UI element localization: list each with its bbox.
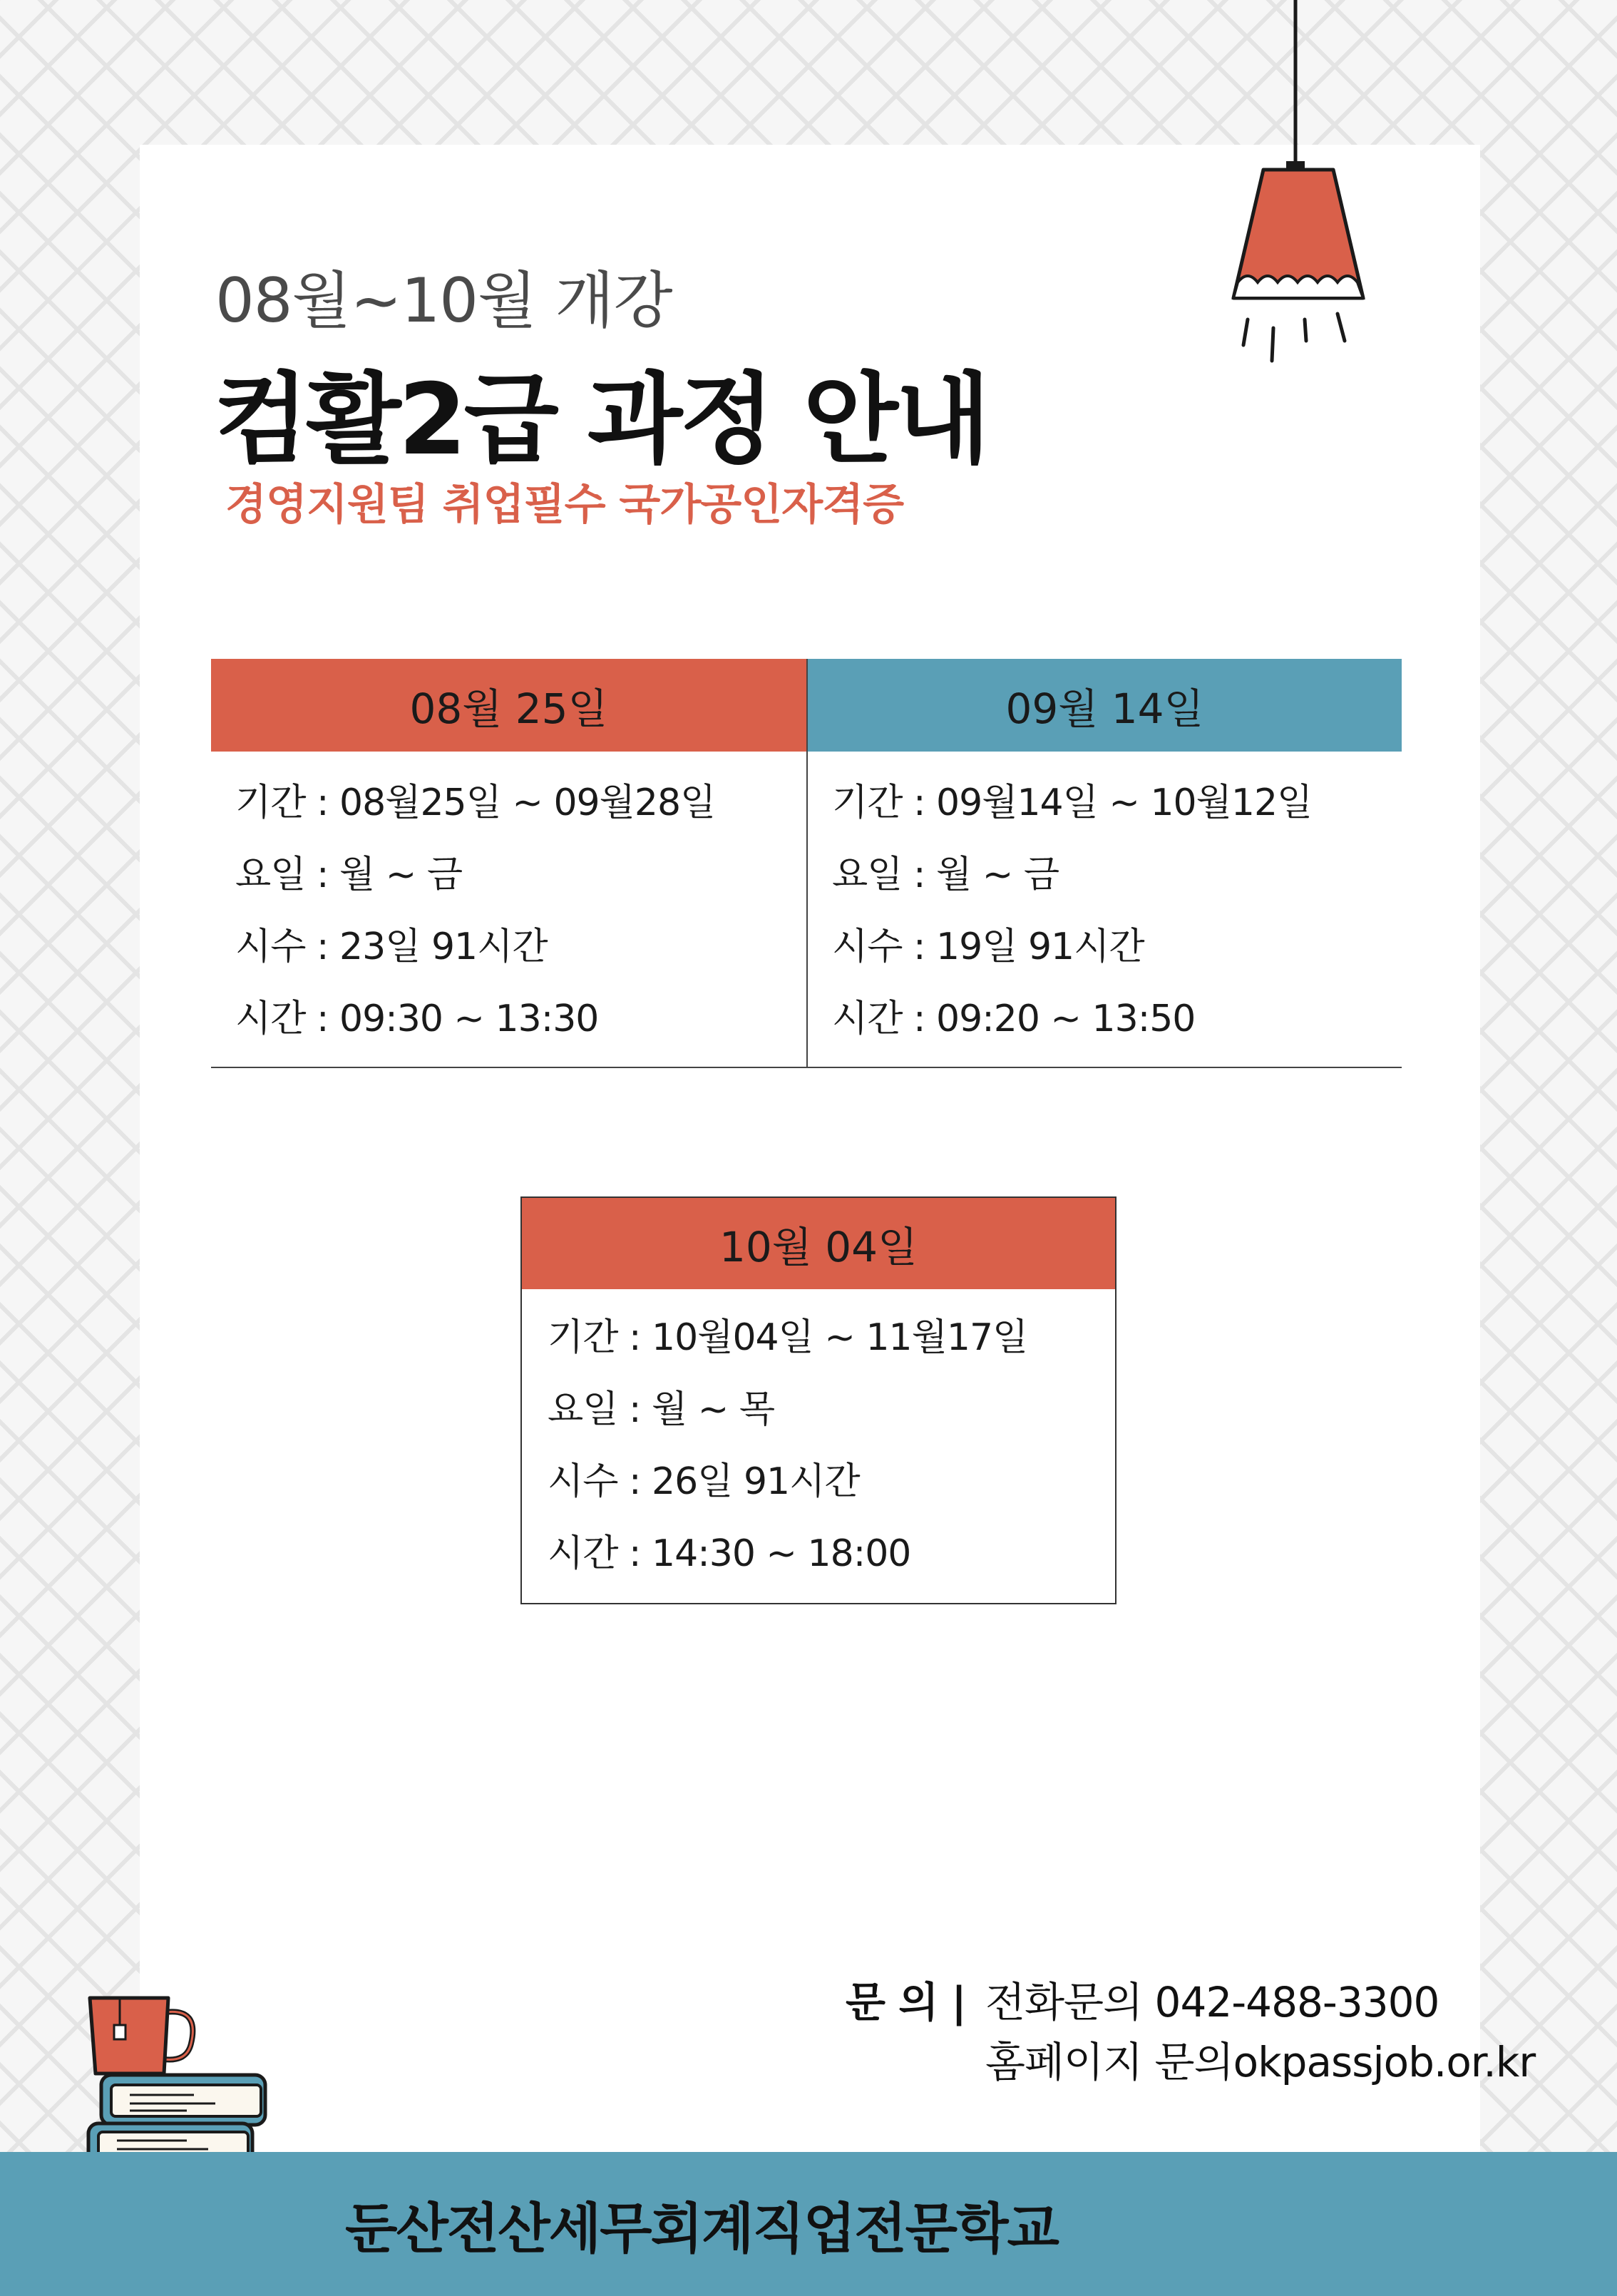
course-card-sep	[806, 659, 1402, 1068]
books-and-mug-icon	[80, 1898, 287, 2162]
course-time: 시간 : 09:30 ~ 13:30	[235, 998, 599, 1040]
contact-homepage[interactable]: 홈페이지 문의okpassjob.or.kr	[985, 2038, 1536, 2086]
course-hours: 시수 : 19일 91시간	[832, 926, 1144, 968]
course-date-header: 10월 04일	[522, 1198, 1115, 1289]
course-hours: 시수 : 26일 91시간	[548, 1460, 860, 1503]
pendant-lamp-icon	[1212, 0, 1383, 371]
opening-period: 08월~10월 개강	[215, 265, 672, 337]
contact-phone[interactable]: 전화문의 042-488-3300	[985, 1978, 1439, 2026]
footer-bar	[0, 2152, 1617, 2296]
course-time: 시간 : 14:30 ~ 18:00	[548, 1532, 911, 1575]
course-days: 요일 : 월 ~ 금	[832, 854, 1059, 896]
course-period: 기간 : 10월04일 ~ 11월17일	[548, 1316, 1028, 1359]
schedule-table	[211, 659, 1402, 1068]
course-days: 요일 : 월 ~ 금	[235, 854, 463, 896]
school-name: 둔산전산세무회계직업전문학교	[345, 2196, 1058, 2260]
contact-homepage-row	[846, 2032, 1535, 2092]
course-period: 기간 : 08월25일 ~ 09월28일	[235, 781, 716, 824]
page-title: 컴활2급 과정 안내	[214, 362, 988, 477]
table-divider	[211, 1067, 1402, 1068]
course-hours: 시수 : 23일 91시간	[235, 926, 548, 968]
course-date-header: 09월 14일	[808, 659, 1402, 752]
tagline: 경영지원팀 취업필수 국가공인자격증	[225, 480, 904, 530]
course-card-oct	[520, 1196, 1116, 1604]
course-period: 기간 : 09월14일 ~ 10월12일	[832, 781, 1313, 824]
course-days: 요일 : 월 ~ 목	[548, 1388, 775, 1431]
contact-block	[846, 1972, 1535, 2092]
contact-label: 문 의 |	[846, 1978, 966, 2026]
course-card-aug	[211, 659, 806, 1068]
contact-phone-row	[846, 1972, 1535, 2032]
course-time: 시간 : 09:20 ~ 13:50	[832, 998, 1196, 1040]
course-date-header: 08월 25일	[211, 659, 806, 752]
